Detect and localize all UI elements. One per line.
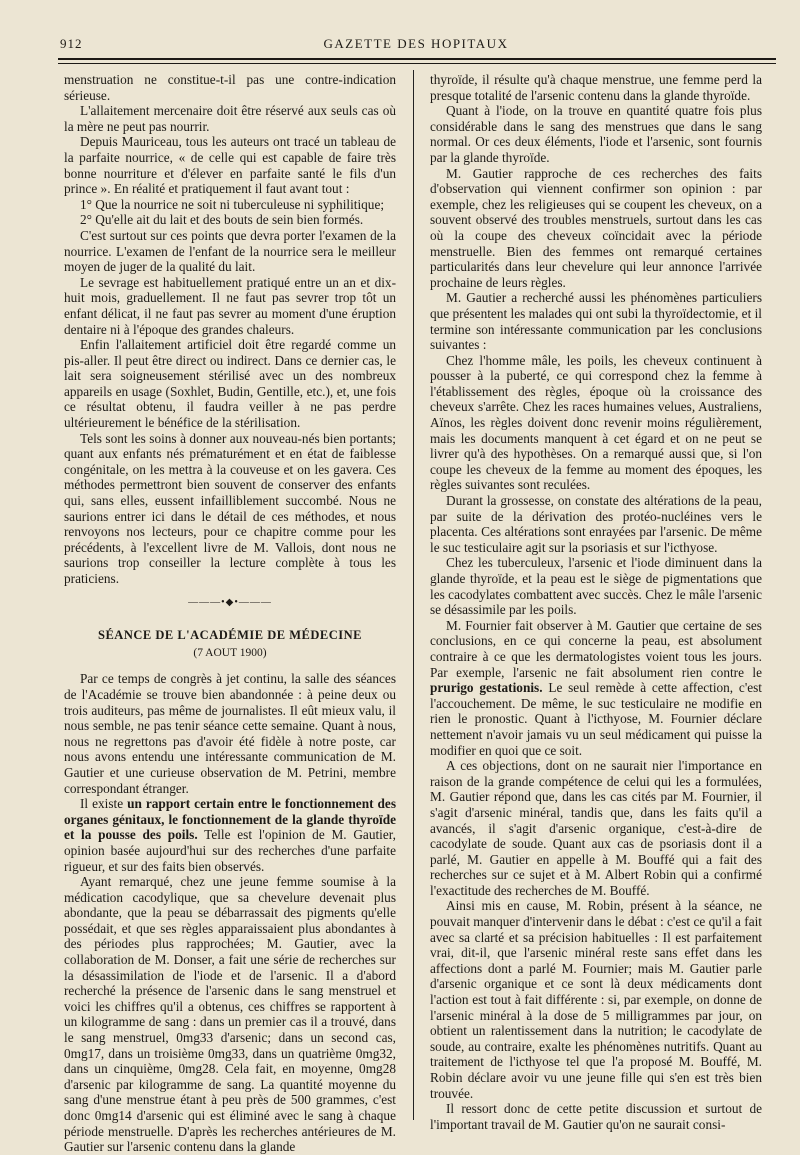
paragraph: 2° Qu'elle ait du lait et des bouts de sein bien formés. xyxy=(80,212,364,228)
paragraph: L'allaitement mercenaire doit être réservé aux seuls cas où la mère ne peut pas nourrir. xyxy=(64,103,396,134)
section-title: SÉANCE DE L'ACADÉMIE DE MÉDECINE xyxy=(98,628,362,643)
bold-text: un rapport certain entre le fonctionnement des organes génitaux, le fonctionnement de la glande thyroïde et la pousse des poils. xyxy=(64,796,396,843)
bold-text: prurigo gestationis. xyxy=(430,680,543,696)
text-run: Il existe xyxy=(80,796,128,812)
paragraph: Le sevrage est habituellement pratiqué entre un an et dix-huit mois, graduellement. Il ne faut pas sevrer trop tôt un enfant délicat, il ne faut pas sevrer au moment d'une éruption dentaire ni à l'époque des grandes chaleurs. xyxy=(64,274,396,337)
right-column xyxy=(430,72,762,1132)
paragraph xyxy=(430,618,762,758)
paragraph: Chez les tuberculeux, l'arsenic et l'iode diminuent dans la glande thyroïde, et la peau est le siège de pigmentations que les cacodylates combattent avec succès. Chez le mâle l'arsenic se désassimile par les poils. xyxy=(430,555,762,618)
paragraph: C'est surtout sur ces points que devra porter l'examen de la nourrice. L'examen de l'enfant de la nourrice sera le meilleur moyen de juger de la qualité du lait. xyxy=(64,227,396,275)
paragraph: Durant la grossesse, on constate des altérations de la peau, par suite de la dérivation des protéo-nucléines vers le placenta. Ces altérations sont enrayées par l'arsenic. De même le suc testiculaire agit sur la psoriasis et sur l'icthyose. xyxy=(430,493,762,555)
header-rule xyxy=(58,58,776,60)
paragraph: Quant à l'iode, on la trouve en quantité quatre fois plus considérable dans le sang des menstrues que dans le sang normal. Or ces deux éléments, l'iode et l'arsenic, sont fournis par la glande thyroïde. xyxy=(430,103,762,165)
text-run: Telle est l'opinion de M. Gautier, opinion basée aujourd'hui sur des recherches d'une parfaite rigueur, et sur des faits bien observés. xyxy=(64,827,396,874)
paragraph: Ainsi mis en cause, M. Robin, présent à la séance, ne pouvait manquer d'intervenir dans le débat : c'est ce qu'il a fait avec sa clarté et sa précision habituelles : Il est parfaitement vrai, dit-il, que l'arsenic minéral reste sans effet dans les affections dont a parlé M. Fournier; mais M. Gautier parle d'arsenic organique et ce sont là deux médicaments dont l'action est tout à fait différente : si, par exemple, on donne de l'arsenic minéral à la dose de 5 milligrammes par jour, on obtient un ralentissement dans la nutrition; le cacodylate de soude, au contraire, exalte les phénomènes nutritifs. Quant au traitement de l'icthyose tel que l'a proposé M. Bouffé, M. Robin déclare avoir vu une jeune fille qui s'en est très bien trouvée. xyxy=(430,898,762,1101)
paragraph: Enfin l'allaitement artificiel doit être regardé comme un pis-aller. Il peut être direct ou indirect. Dans ce dernier cas, le lait sera soigneusement stérilisé avec un des nombreux appareils en usage (Soxhlet, Budin, Gentille, etc.), et, une fois ce résultat obtenu, il faudra veiller à ne pas perdre ultérieurement le bénéfice de la stérilisation. xyxy=(64,337,396,431)
paragraph: Il ressort donc de cette petite discussion et surtout de l'important travail de M. Gautier qu'on ne saurait consi- xyxy=(430,1101,762,1132)
paragraph: A ces objections, dont on ne saurait nier l'importance en raison de la grande compétence de celui qui les a formulées, M. Gautier répond que, dans les cas cités par M. Fournier, il s'agit d'arsenic minéral, tandis que, dans les faits qu'il a avancés, il s'agit d'arsenic organique, c'est-à-dire de cacodylate de soude. Quant aux cas de psoriasis dont il a parlé, M. Gautier en appelle à M. Bouffé qui a fait des recherches sur ce sujet et à M. Albert Robin qui a confirmé l'exactitude des recherches de M. Bouffé. xyxy=(430,758,762,898)
paragraph: 1° Que la nourrice ne soit ni tuberculeuse ni syphilitique; xyxy=(80,196,385,212)
header-rule-thin xyxy=(58,63,776,64)
page-header xyxy=(56,36,776,56)
page-number: 912 xyxy=(60,36,83,51)
paragraph: Depuis Mauriceau, tous les auteurs ont tracé un tableau de la parfaite nourrice, « de celle qui est capable de faire très bonne nourriture et d'élever en parfaite santé le fils d'un prince ». En réalité et pratiquement il faut avant tout : xyxy=(64,134,396,197)
paragraph xyxy=(64,796,396,874)
paragraph: Ayant remarqué, chez une jeune femme soumise à la médication cacodylique, que sa chevelure devenait plus abondante, que la peau se débarrassait des pigments qu'elle possédait, et que ses règles apparaissaient plus abondantes à des périodes plus rapprochées; M. Gautier, avec la collaboration de M. Donser, a fait une série de recherches sur la désassimilation de l'iode et de l'arsenic. Il a d'abord recherché la présence de l'arsenic dans le sang menstruel et voici les chiffres qu'il a obtenus, ces chiffres se rapportent à un kilogramme de sang : dans un premier cas il a trouvé, dans le sang menstruel, 0mg33 d'arsenic; dans un second cas, 0mg17, dans un troisième 0mg33, dans un quatrième 0mg32, dans un cinquième, 0mg28. Cela fait, en moyenne, 0mg28 d'arsenic par kilogramme de sang. La quantité moyenne du sang d'une menstrue étant à peu près de 500 grammes, c'est donc 0mg14 d'arsenic qui est éliminé avec le sang à chaque période menstruelle. D'après les recherches antérieures de M. Gautier sur l'arsenic contenu dans la glande xyxy=(64,874,396,1155)
left-column xyxy=(64,72,396,1155)
journal-title: GAZETTE DES HOPITAUX xyxy=(323,36,509,51)
paragraph: M. Gautier a recherché aussi les phénomènes particuliers que présentent les malades qui ont subi la thyroïdectomie, et il termine son intéressante communication par les conclusions suivantes : xyxy=(430,290,762,353)
column-separator xyxy=(413,70,414,1120)
paragraph: Par ce temps de congrès à jet continu, la salle des séances de l'Académie se trouve bien abandonnée : à peine deux ou trois auditeurs, pas même de journalistes. Il eût mieux valu, il nous semble, ne pas tenir séance cette semaine. Quant à nous, nous ne regrettons pas d'avoir été fidèle à notre poste, car nous avons entendu une intéressante communication de M. Gautier et une curieuse observation de M. Petrini, membre correspondant étranger. xyxy=(64,671,396,796)
section-ornament: ———•◆•——— xyxy=(188,596,272,608)
paragraph: menstruation ne constitue-t-il pas une contre-indication sérieuse. xyxy=(64,72,396,103)
text-run: Le seul remède à cette affection, c'est l'accouchement. De même, le suc testiculaire ne modifie en rien le pronostic. Quant à l'icthyose, M. Fournier déclare nettement n'avoir jamais vu un seul médicament qui puisse la modifier en quoi que ce soit. xyxy=(430,680,762,758)
text-run: M. Fournier fait observer à M. Gautier que certaine de ses conclusions, en ce qui concerne la peau, est absolument contraire à ce que les dermatologistes voient tous les jours. Par exemple, l'arsenic ne fait absolument rien contre le xyxy=(430,617,762,680)
paragraph: Chez l'homme mâle, les poils, les cheveux continuent à pousser à la puberté, ce qui correspond chez la femme à l'établissement des règles, époque où la croissance des cheveux s'arrête. Chez les races humaines velues, Australiens, Aïnos, les règles doivent donc revenir moins régulièrement, mais les documents manquent à cet égard et on ne peut se livrer qu'à des hypothèses. On a remarqué aussi que, si l'on coupe les cheveux de la femme au moment des époques, les règles suivantes sont reculées. xyxy=(430,352,762,493)
paragraph: thyroïde, il résulte qu'à chaque menstrue, une femme perd la presque totalité de l'arsenic contenu dans la glande thyroïde. xyxy=(430,72,762,103)
paragraph: M. Gautier rapproche de ces recherches des faits d'observation qui viennent confirmer son opinion : par exemple, chez les religieuses qui se coupent les cheveux, on a souvent observé des troubles menstruels, surtout dans les cas où la coupe des cheveux coïncidait avec la période menstruelle. Bien des femmes ont remarqué certaines particularités dans leur chevelure qui leur annonce l'arrivée prochaine de leurs règles. xyxy=(430,165,762,290)
section-date: (7 AOUT 1900) xyxy=(193,646,267,659)
paragraph: Tels sont les soins à donner aux nouveau-nés bien portants; quant aux enfants nés prématurément et en état de faiblesse congénitale, on les mettra à la couveuse et on les gavera. Ces méthodes permettront bien souvent de conserver des enfants qui, sans elles, eussent infailliblement succombé. Nous ne saurions entrer ici dans le détail de ces méthodes, et nous renvoyons nos lecteurs, pour ce chapitre comme pour les précédents, à l'excellent livre de M. Vallois, dont nous ne saurions trop conseiller la lecture complète à tous les praticiens. xyxy=(64,430,396,586)
